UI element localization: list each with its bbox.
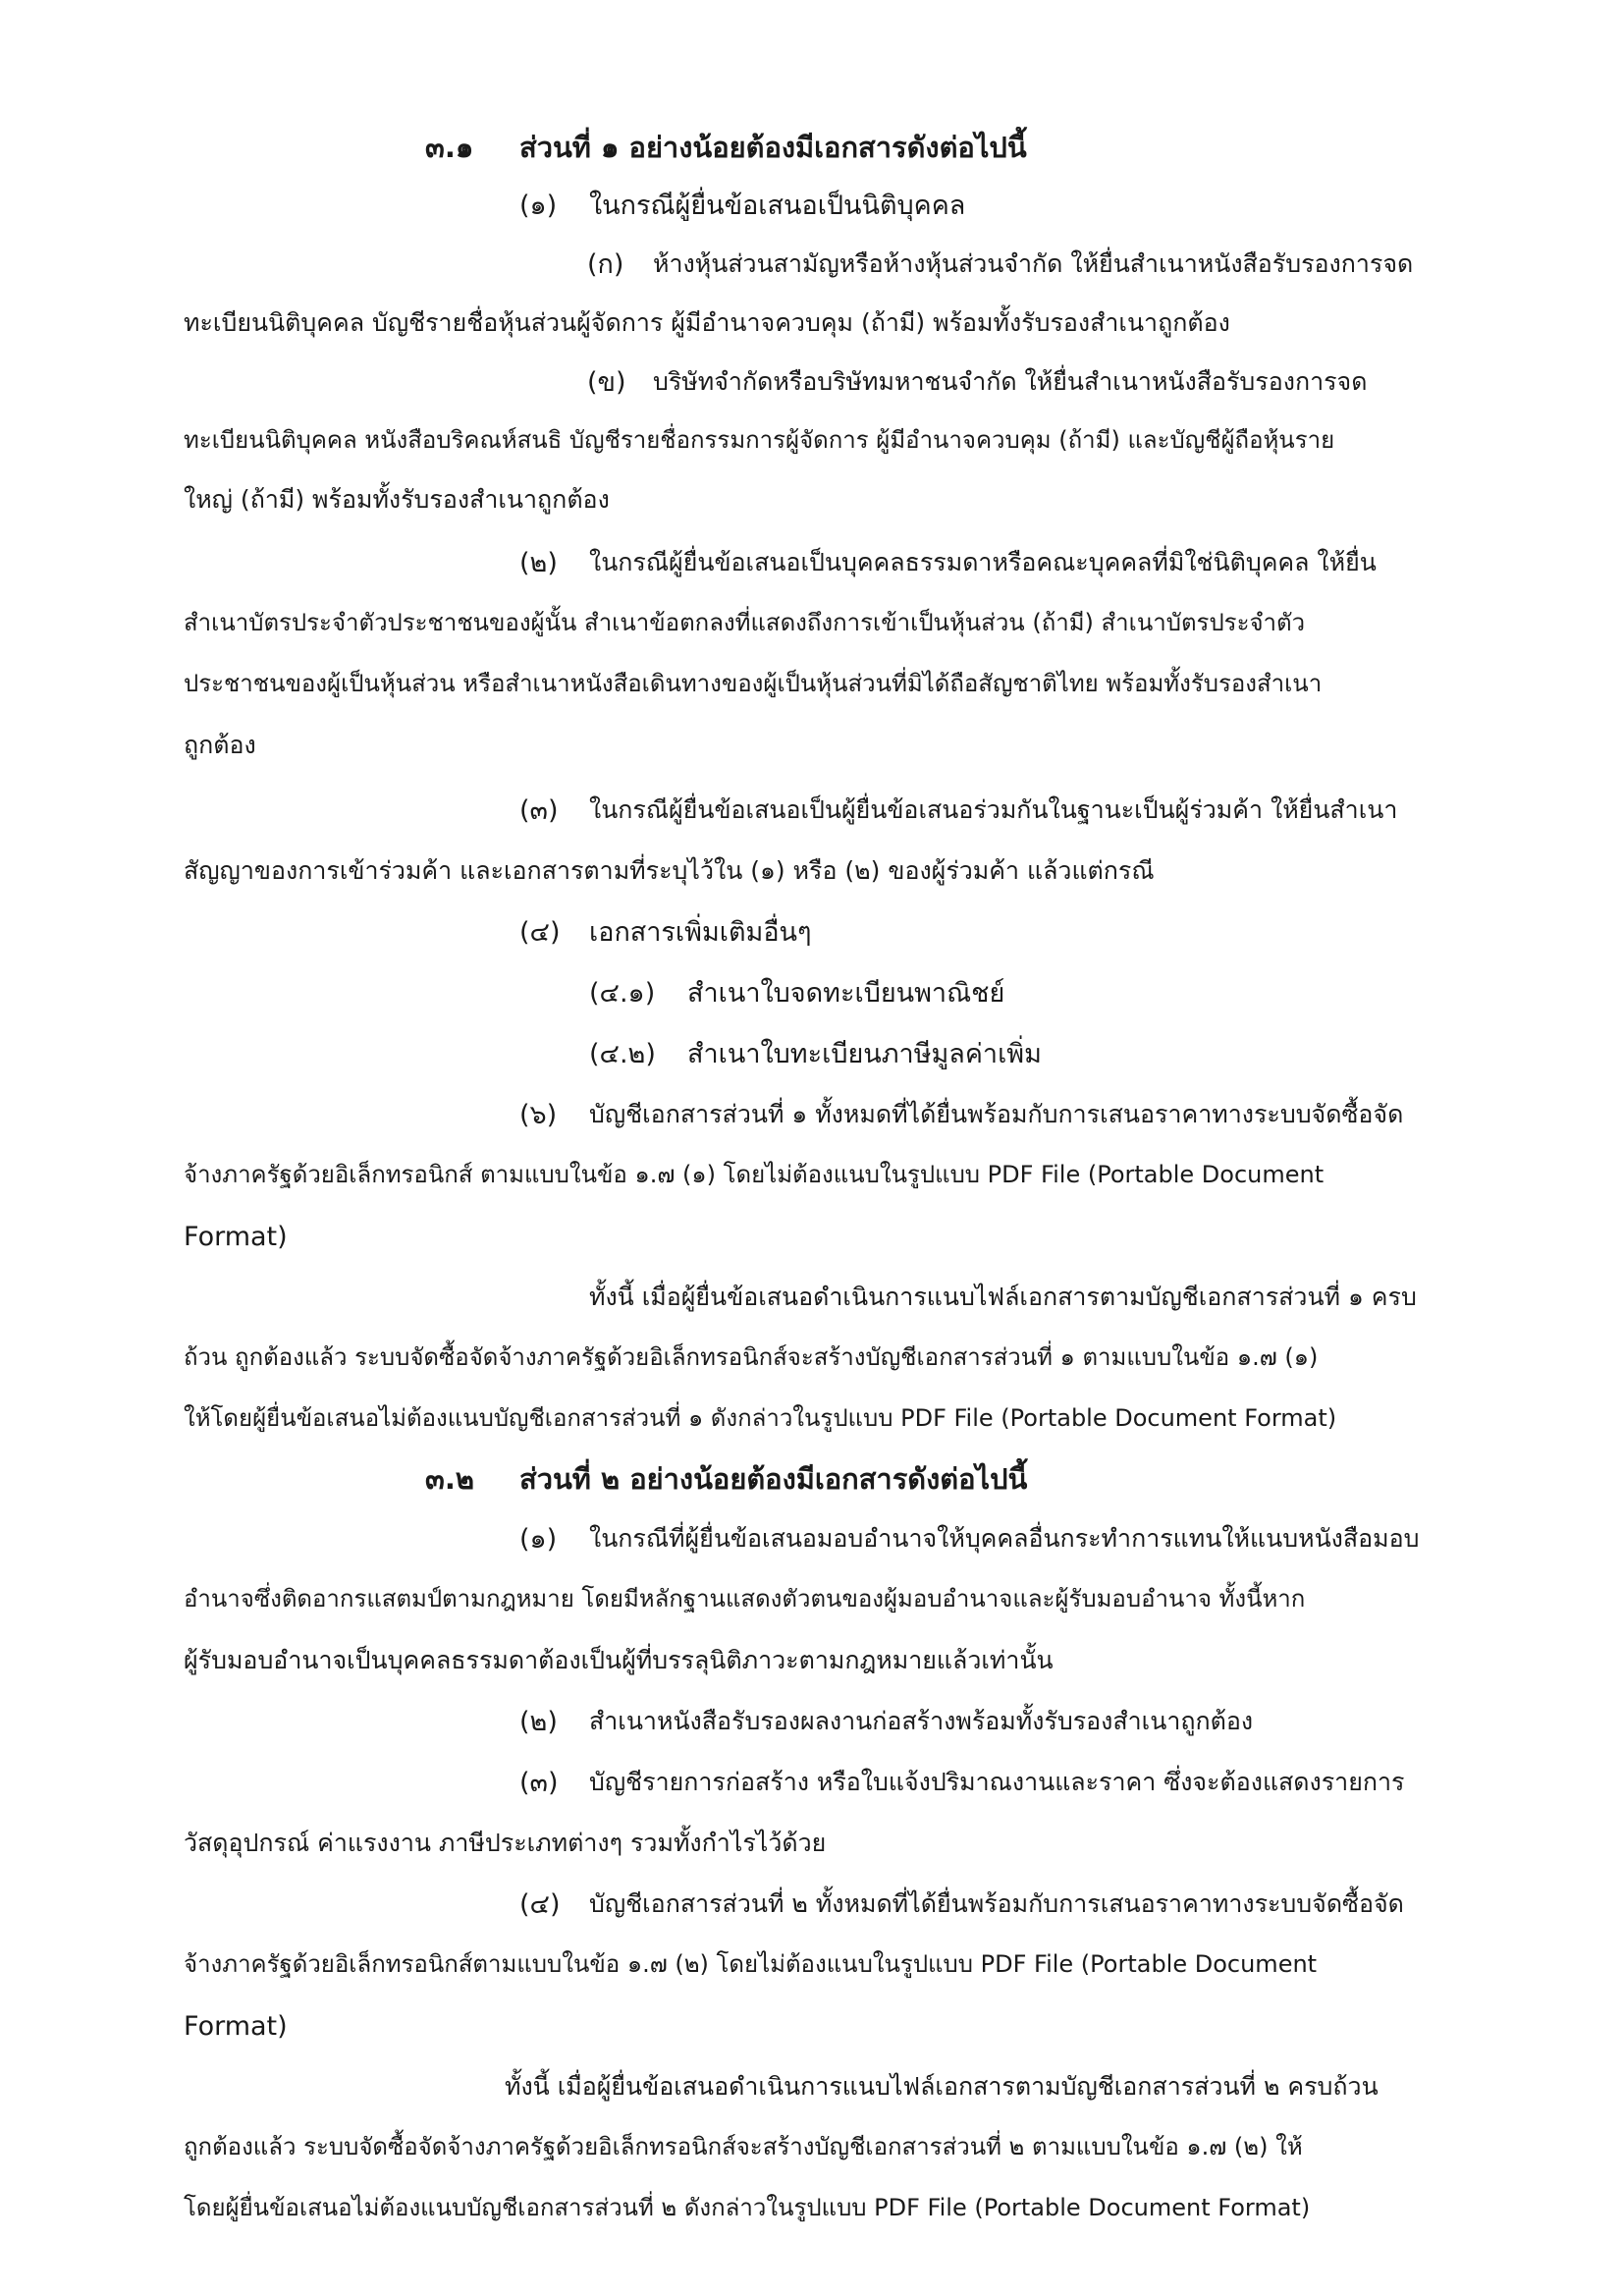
item-number: (๓) xyxy=(519,1768,559,1798)
note-line: ทั้งนี้ เมื่อผู้ยื่นข้อเสนอดำเนินการแนบไฟล์เอกสารตามบัญชีเอกสารส่วนที่ ๒ ครบถ้วน xyxy=(505,2072,1379,2101)
paragraph-line: Format) xyxy=(184,1222,288,1252)
section-3-2-heading: ส่วนที่ ๒ อย่างน้อยต้องมีเอกสารดังต่อไปนี้ xyxy=(519,1462,1028,1496)
paragraph-line: ในกรณีผู้ยื่นข้อเสนอเป็นบุคคลธรรมดาหรือคณะบุคคลที่มิใช่นิติบุคคล ให้ยื่น xyxy=(589,548,1377,576)
sub-item-number: (ก) xyxy=(587,249,624,280)
item-text: ในกรณีผู้ยื่นข้อเสนอเป็นนิติบุคคล xyxy=(589,191,966,221)
paragraph-line: ทะเบียนนิติบุคคล บัญชีรายชื่อหุ้นส่วนผู้จัดการ ผู้มีอำนาจควบคุม (ถ้ามี) พร้อมทั้งรับรองสำเนาถูกต้อง xyxy=(184,308,1230,337)
paragraph-line: ทะเบียนนิติบุคคล หนังสือบริคณห์สนธิ บัญชีรายชื่อกรรมการผู้จัดการ ผู้มีอำนาจควบคุม (ถ้ามี) และบัญชีผู้ถือหุ้นราย xyxy=(184,426,1335,454)
item-number: (๔) xyxy=(519,1889,561,1920)
item-number: (๖) xyxy=(519,1100,558,1130)
note-line: ให้โดยผู้ยื่นข้อเสนอไม่ต้องแนบบัญชีเอกสารส่วนที่ ๑ ดังกล่าวในรูปแบบ PDF File (Portable Document Format) xyxy=(184,1404,1337,1432)
note-line: โดยผู้ยื่นข้อเสนอไม่ต้องแนบบัญชีเอกสารส่วนที่ ๒ ดังกล่าวในรูปแบบ PDF File (Portable Document Format) xyxy=(184,2194,1311,2221)
paragraph-line: วัสดุอุปกรณ์ ค่าแรงงาน ภาษีประเภทต่างๆ รวมทั้งกำไรไว้ด้วย xyxy=(184,1829,827,1857)
paragraph-line: สัญญาของการเข้าร่วมค้า และเอกสารตามที่ระบุไว้ใน (๑) หรือ (๒) ของผู้ร่วมค้า แล้วแต่กรณี xyxy=(184,856,1155,885)
sub-item-number: (ข) xyxy=(587,367,626,398)
section-3-1-number: ๓.๑ xyxy=(425,131,474,164)
paragraph-line: ใหญ่ (ถ้ามี) พร้อมทั้งรับรองสำเนาถูกต้อง xyxy=(184,485,610,514)
item-number: (๒) xyxy=(519,1707,558,1737)
sub-item-text: สำเนาใบทะเบียนภาษีมูลค่าเพิ่ม xyxy=(687,1039,1042,1069)
paragraph-line: จ้างภาครัฐด้วยอิเล็กทรอนิกส์ ตามแบบในข้อ ๑.๗ (๑) โดยไม่ต้องแนบในรูปแบบ PDF File (Portable Document xyxy=(184,1161,1325,1188)
item-number: (๓) xyxy=(519,795,559,826)
paragraph-line: บัญชีเอกสารส่วนที่ ๑ ทั้งหมดที่ได้ยื่นพร้อมกับการเสนอราคาทางระบบจัดซื้อจัด xyxy=(589,1100,1404,1128)
item-text: เอกสารเพิ่มเติมอื่นๆ xyxy=(589,917,812,948)
paragraph-line: บัญชีเอกสารส่วนที่ ๒ ทั้งหมดที่ได้ยื่นพร้อมกับการเสนอราคาทางระบบจัดซื้อจัด xyxy=(589,1889,1404,1918)
item-number: (๒) xyxy=(519,548,558,578)
note-line: ถ้วน ถูกต้องแล้ว ระบบจัดซื้อจัดจ้างภาครัฐด้วยอิเล็กทรอนิกส์จะสร้างบัญชีเอกสารส่วนที่ ๑ ตามแบบในข้อ ๑.๗ (๑) xyxy=(184,1343,1319,1371)
paragraph-line: ผู้รับมอบอำนาจเป็นบุคคลธรรมดาต้องเป็นผู้ที่บรรลุนิติภาวะตามกฎหมายแล้วเท่านั้น xyxy=(184,1646,1054,1674)
item-text: สำเนาหนังสือรับรองผลงานก่อสร้างพร้อมทั้งรับรองสำเนาถูกต้อง xyxy=(589,1707,1254,1735)
paragraph-line: ในกรณีที่ผู้ยื่นข้อเสนอมอบอำนาจให้บุคคลอื่นกระทำการแทนให้แนบหนังสือมอบ xyxy=(589,1524,1420,1553)
paragraph-line: บริษัทจำกัดหรือบริษัทมหาชนจำกัด ให้ยื่นสำเนาหนังสือรับรองการจด xyxy=(653,367,1368,396)
paragraph-line: Format) xyxy=(184,2011,288,2042)
sub-item-number: (๔.๒) xyxy=(589,1039,656,1069)
item-number: (๔) xyxy=(519,917,561,948)
sub-item-text: สำเนาใบจดทะเบียนพาณิชย์ xyxy=(687,978,1005,1009)
section-3-2-number: ๓.๒ xyxy=(425,1462,474,1496)
paragraph-line: ถูกต้อง xyxy=(184,731,256,759)
item-number: (๑) xyxy=(519,191,558,221)
paragraph-line: บัญชีรายการก่อสร้าง หรือใบแจ้งปริมาณงานและราคา ซึ่งจะต้องแสดงรายการ xyxy=(589,1768,1405,1796)
paragraph-line: ห้างหุ้นส่วนสามัญหรือห้างหุ้นส่วนจำกัด ให้ยื่นสำเนาหนังสือรับรองการจด xyxy=(653,249,1414,278)
note-line: ทั้งนี้ เมื่อผู้ยื่นข้อเสนอดำเนินการแนบไฟล์เอกสารตามบัญชีเอกสารส่วนที่ ๑ ครบ xyxy=(589,1283,1417,1311)
sub-item-number: (๔.๑) xyxy=(589,978,656,1009)
paragraph-line: อำนาจซึ่งติดอากรแสตมป์ตามกฎหมาย โดยมีหลักฐานแสดงตัวตนของผู้มอบอำนาจและผู้รับมอบอำนาจ ทั้งนี้หาก xyxy=(184,1585,1306,1613)
paragraph-line: จ้างภาครัฐด้วยอิเล็กทรอนิกส์ตามแบบในข้อ ๑.๗ (๒) โดยไม่ต้องแนบในรูปแบบ PDF File (Portable Document xyxy=(184,1950,1318,1978)
paragraph-line: ในกรณีผู้ยื่นข้อเสนอเป็นผู้ยื่นข้อเสนอร่วมกันในฐานะเป็นผู้ร่วมค้า ให้ยื่นสำเนา xyxy=(589,795,1398,824)
note-line: ถูกต้องแล้ว ระบบจัดซื้อจัดจ้างภาครัฐด้วยอิเล็กทรอนิกส์จะสร้างบัญชีเอกสารส่วนที่ ๒ ตามแบบในข้อ ๑.๗ (๒) ให้ xyxy=(184,2133,1303,2160)
paragraph-line: ประชาชนของผู้เป็นหุ้นส่วน หรือสำเนาหนังสือเดินทางของผู้เป็นหุ้นส่วนที่มิได้ถือสัญชาติไทย พร้อมทั้งรับรองสำเนา xyxy=(184,670,1323,697)
item-number: (๑) xyxy=(519,1524,558,1555)
section-3-1-heading: ส่วนที่ ๑ อย่างน้อยต้องมีเอกสารดังต่อไปนี้ xyxy=(519,131,1027,164)
paragraph-line: สำเนาบัตรประจำตัวประชาชนของผู้นั้น สำเนาข้อตกลงที่แสดงถึงการเข้าเป็นหุ้นส่วน (ถ้ามี) สำเนาบัตรประจำตัว xyxy=(184,609,1306,636)
